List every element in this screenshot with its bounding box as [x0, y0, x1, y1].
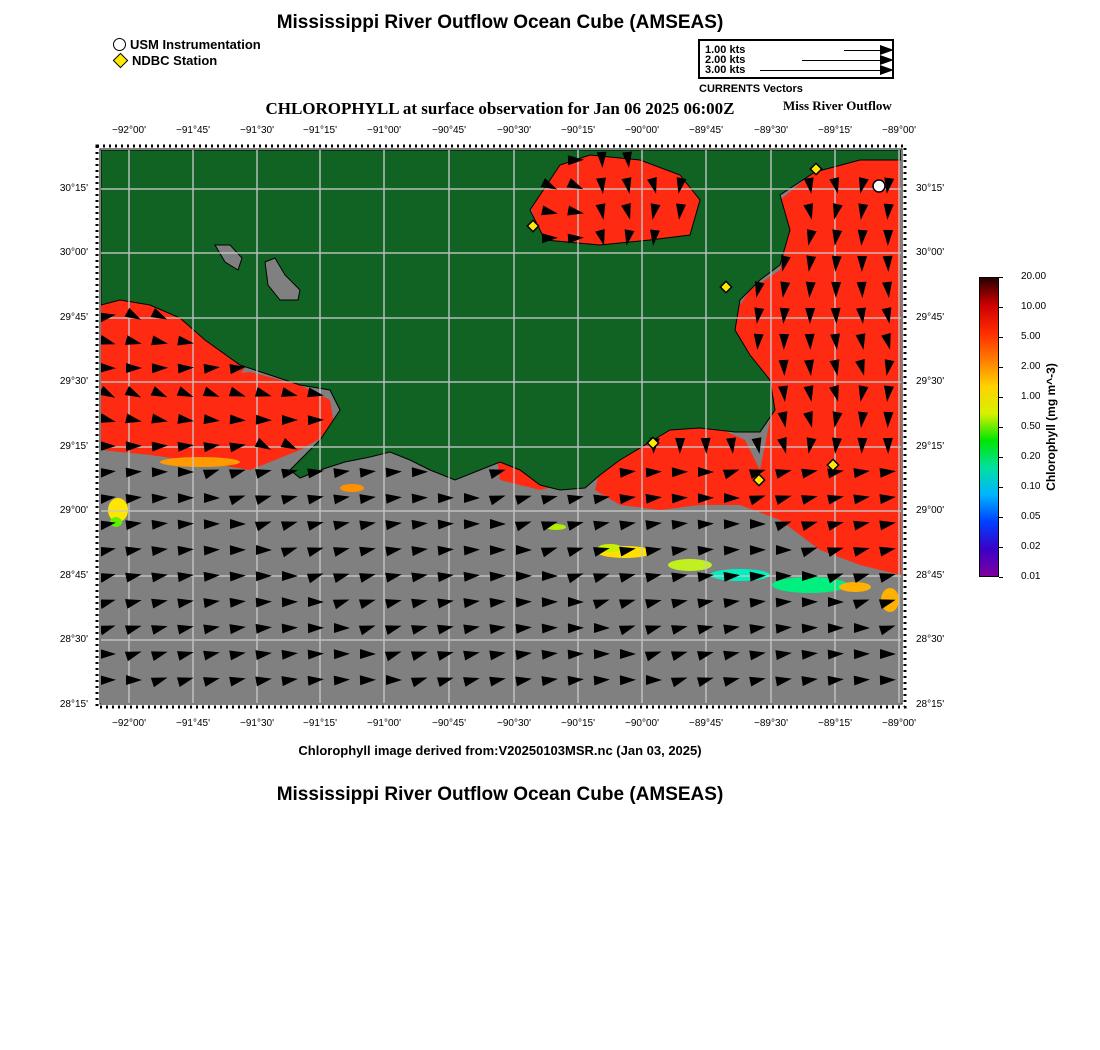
- colorbar-tick-label: 5.00: [1021, 331, 1041, 342]
- vector-caption: CURRENTS Vectors: [699, 83, 803, 95]
- map-subtitle: Miss River Outflow: [783, 98, 892, 113]
- axis-tick-label: 28°15': [59, 699, 88, 710]
- axis-tick-label: 30°15': [916, 183, 945, 194]
- axis-tick-label: 29°15': [59, 441, 88, 452]
- axis-tick-label: 30°00': [59, 247, 88, 258]
- axis-tick-label: −89°30': [754, 718, 788, 729]
- colorbar-tick-mark: [999, 337, 1003, 338]
- axis-tick-label: −91°45': [176, 125, 210, 136]
- axis-tick-label: −91°00': [367, 125, 401, 136]
- axis-tick-label: −91°30': [240, 718, 274, 729]
- axis-tick-label: 29°00': [916, 505, 945, 516]
- axis-tick-label: −90°15': [561, 125, 595, 136]
- colorbar-tick-mark: [999, 547, 1003, 548]
- axis-tick-label: −91°45': [176, 718, 210, 729]
- axis-tick-label: −89°15': [818, 718, 852, 729]
- axis-tick-label: −91°30': [240, 125, 274, 136]
- axis-tick-label: 28°15': [916, 699, 945, 710]
- axis-tick-label: −90°15': [561, 718, 595, 729]
- vector-scale-3: 3.00 kts: [705, 64, 746, 76]
- colorbar-tick-mark: [999, 397, 1003, 398]
- axis-tick-label: 28°45': [916, 570, 945, 581]
- colorbar-tick-label: 0.10: [1021, 481, 1041, 492]
- colorbar-tick-label: 20.00: [1021, 271, 1047, 282]
- axis-tick-label: −91°15': [303, 718, 337, 729]
- axis-tick-label: −91°00': [367, 718, 401, 729]
- colorbar-tick-mark: [999, 457, 1003, 458]
- axis-tick-label: 29°30': [59, 376, 88, 387]
- colorbar-tick-label: 1.00: [1021, 391, 1041, 402]
- footer-title: Mississippi River Outflow Ocean Cube (AMSEAS): [276, 784, 724, 805]
- colorbar-tick-mark: [999, 577, 1003, 578]
- usm-instrument-marker: [873, 180, 885, 192]
- colorbar-tick-label: 0.02: [1021, 541, 1041, 552]
- axis-tick-label: −92°00': [112, 125, 146, 136]
- vector-scale-1: 1.00 kts: [705, 44, 746, 56]
- axis-tick-label: −90°00': [625, 125, 659, 136]
- vector-scale-2: 2.00 kts: [705, 54, 746, 66]
- axis-tick-label: 29°30': [916, 376, 945, 387]
- axis-tick-label: 29°45': [59, 312, 88, 323]
- axis-tick-label: −91°15': [303, 125, 337, 136]
- axis-tick-label: 28°30': [916, 634, 945, 645]
- axis-tick-label: −90°45': [432, 125, 466, 136]
- axis-tick-label: −89°45': [689, 125, 723, 136]
- page-title: Mississippi River Outflow Ocean Cube (AMSEAS): [276, 12, 724, 33]
- axis-tick-label: 29°00': [59, 505, 88, 516]
- axis-tick-label: −89°00': [882, 125, 916, 136]
- colorbar-tick-label: 10.00: [1021, 301, 1047, 312]
- colorbar: [979, 277, 999, 577]
- colorbar-tick-label: 2.00: [1021, 361, 1041, 372]
- colorbar-tick-label: 0.20: [1021, 451, 1041, 462]
- colorbar-tick-label: 0.05: [1021, 511, 1041, 522]
- axis-tick-label: −89°00': [882, 718, 916, 729]
- legend-ndbc-label: NDBC Station: [132, 53, 218, 68]
- colorbar-tick-mark: [999, 517, 1003, 518]
- colorbar-tick-mark: [999, 427, 1003, 428]
- axis-tick-label: −90°45': [432, 718, 466, 729]
- axis-tick-label: 28°30': [59, 634, 88, 645]
- axis-tick-label: 29°15': [916, 441, 945, 452]
- map-layers: [99, 150, 901, 705]
- axis-tick-label: 29°45': [916, 312, 945, 323]
- colorbar-tick-mark: [999, 277, 1003, 278]
- colorbar-tick-mark: [999, 367, 1003, 368]
- colorbar-tick-label: 0.50: [1021, 421, 1041, 432]
- colorbar-tick-mark: [999, 307, 1003, 308]
- axis-tick-label: −89°45': [689, 718, 723, 729]
- axis-tick-label: −92°00': [112, 718, 146, 729]
- legend-usm-label: USM Instrumentation: [130, 37, 261, 52]
- image-source-caption: Chlorophyll image derived from:V20250103MSR.nc (Jan 03, 2025): [298, 743, 702, 758]
- axis-tick-label: 30°15': [59, 183, 88, 194]
- axis-tick-label: −90°30': [497, 718, 531, 729]
- axis-tick-label: 28°45': [59, 570, 88, 581]
- axis-tick-label: −89°30': [754, 125, 788, 136]
- colorbar-tick-label: 0.01: [1021, 571, 1041, 582]
- map-title: CHLOROPHYLL at surface observation for Jan 06 2025 06:00Z: [265, 99, 735, 118]
- colorbar-tick-mark: [999, 487, 1003, 488]
- axis-tick-label: 30°00': [916, 247, 945, 258]
- axis-tick-label: −90°00': [625, 718, 659, 729]
- colorbar-label: Chlorophyll (mg m^-3): [1044, 363, 1058, 491]
- axis-tick-label: −90°30': [497, 125, 531, 136]
- axis-tick-label: −89°15': [818, 125, 852, 136]
